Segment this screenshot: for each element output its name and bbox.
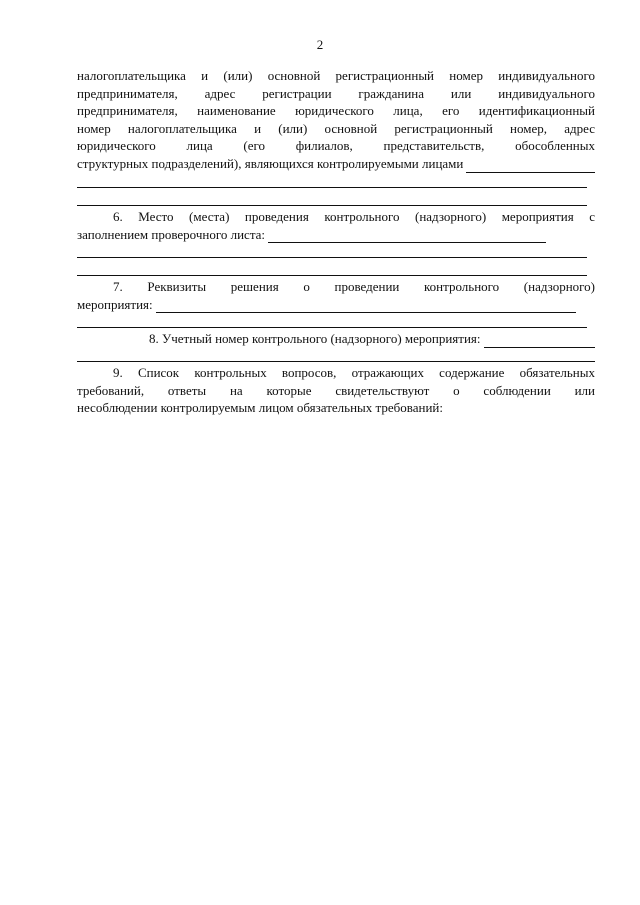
text-line: 9. Список контрольных вопросов, отражающих содержание обязательных [113,365,595,380]
paragraph-checklist-questions [77,364,595,417]
text-line-with-fill [77,155,595,173]
fill-in-line[interactable] [77,327,587,328]
text-line: предпринимателя, адрес регистрации гражданина или индивидуального [77,85,595,101]
text-line: налогоплательщика и (или) основной регистрационный номер индивидуального [77,68,595,83]
text-line: юридического лица (его филиалов, представительств, обособленных [77,138,595,154]
paragraph-decision-details [77,278,595,313]
text-line: структурных подразделений), являющихся контролируемыми лицами [77,155,464,171]
text-line: 6. Место (места) проведения контрольного (надзорного) мероприятия с [113,209,595,224]
text-line: предпринимателя, наименование юридического лица, его идентификационный [77,103,595,119]
fill-in-field[interactable] [268,230,546,243]
text-line: 8. Учетный номер контрольного (надзорного) мероприятия: [149,331,481,346]
paragraph-record-number [77,330,595,348]
fill-in-field[interactable] [466,160,595,173]
paragraph-place [77,208,595,243]
fill-in-line[interactable] [77,275,587,276]
text-line-with-fill [77,296,595,314]
text-line: мероприятия: [77,296,153,312]
text-line-with-fill [77,226,595,244]
fill-in-field[interactable] [156,300,576,313]
paragraph-controlled-persons [77,67,595,173]
fill-in-line[interactable] [77,361,595,362]
fill-in-line[interactable] [77,187,587,188]
fill-in-line[interactable] [77,257,587,258]
text-line: несоблюдении контролируемым лицом обязательных требований: [77,400,443,416]
page-number: 2 [316,37,324,52]
fill-in-line[interactable] [77,205,587,206]
fill-in-field[interactable] [484,335,595,348]
text-line: 7. Реквизиты решения о проведении контрольного (надзорного) [113,279,595,294]
text-line-with-fill [77,330,595,348]
text-line: номер налогоплательщика и (или) основной регистрационный номер, адрес [77,120,595,136]
text-line: заполнением проверочного листа: [77,226,266,242]
text-line: требований, ответы на которые свидетельствуют о соблюдении или [77,382,595,398]
